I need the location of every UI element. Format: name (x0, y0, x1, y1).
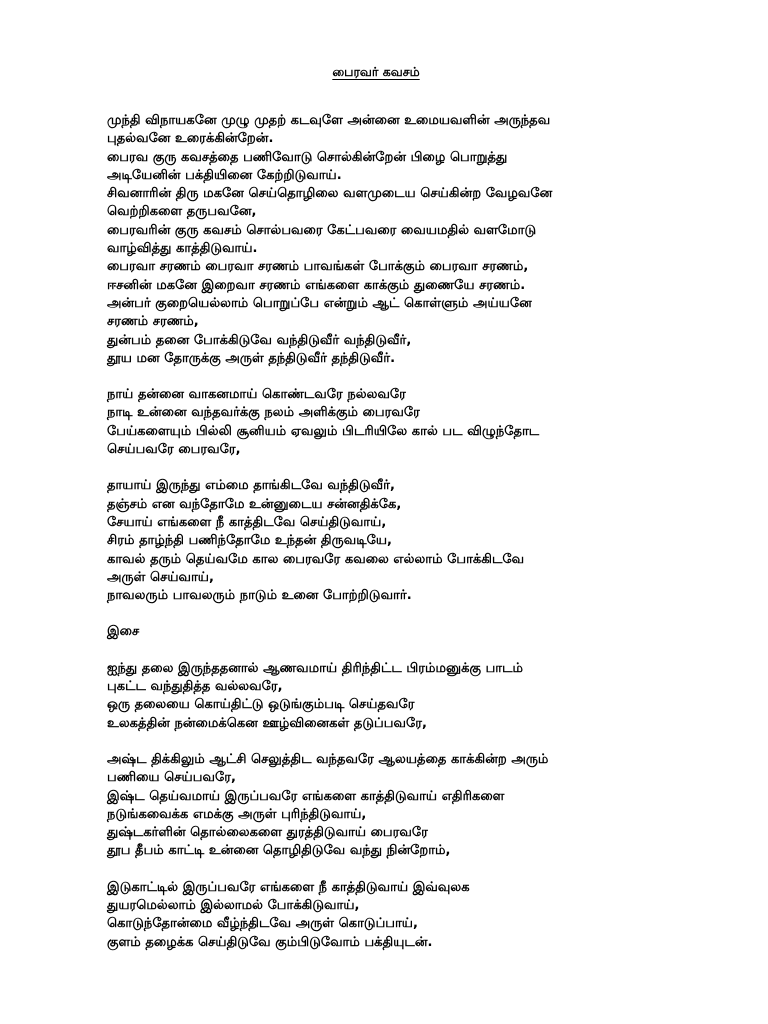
stanza-6 (107, 879, 708, 952)
verse-line: பைரவரின் குரு கவசம் சொல்பவரை கேட்பவரை வையமதில் வளமோடு (107, 222, 537, 238)
verse-line: துன்பம் தனை போக்கிடுவே வந்திடுவீர் வந்திடுவீர், (107, 332, 412, 348)
verse-line: காவல் தரும் தெய்வமே கால பைரவரே கவலை எல்லாம் போக்கிடவே (107, 551, 525, 567)
verse-line: அன்பர் குறையெல்லாம் பொறுப்பே என்றும் ஆட் கொள்ளும் அய்யனே (107, 295, 532, 311)
verse-line: துஷ்டகர்ளின் தொல்லைகளை துரத்திடுவாய் பைரவரே (107, 825, 428, 841)
verse-line: வாழ்வித்து காத்திடுவாய். (107, 241, 258, 257)
verse-line: சிரம் தாழ்ந்தி பணிந்தோமே உந்தன் திருவடியே, (107, 533, 393, 549)
stanza-3 (107, 477, 708, 605)
verse-line: புகட்ட வந்துதித்த வல்லவரே, (107, 679, 283, 695)
verse-line: அஷ்ட திக்கிலும் ஆட்சி செலுத்திட வந்தவரே ஆலயத்தை காக்கின்ற அரும் (107, 751, 549, 767)
stanza-2 (107, 386, 708, 459)
verse-line: வெற்றிகளை தருபவனே, (107, 204, 257, 220)
verse-line: தூய மன தோருக்கு அருள் தந்திடுவீர் தந்திடுவீர். (107, 350, 396, 366)
verse-line: ஐந்து தலை இருந்ததனால் ஆணவமாய் திரிந்திட்ட பிரம்மனுக்கு பாடம் (107, 660, 524, 676)
verse-line: பைரவா சரணம் பைரவா சரணம் பாவங்கள் போக்கும் பைரவா சரணம், (107, 259, 529, 275)
verse-line: புதல்வனே உரைக்கின்றேன். (107, 131, 274, 147)
verse-line: அருள் செய்வாய், (107, 569, 214, 585)
verse-line: நாய் தன்னை வாகனமாய் கொண்டவரே நல்லவரே (107, 387, 406, 403)
verse-line: சேயாய் எங்களை நீ காத்திடவே செய்திடுவாய், (107, 514, 387, 530)
document-title: பைரவர் கவசம் (332, 64, 420, 79)
section-heading: இசை (107, 624, 140, 640)
verse-line: தூப தீபம் காட்டி உன்னை தொழிதிடுவே வந்து நின்றோம், (107, 843, 451, 859)
verse-line: உலகத்தின் நன்மைக்கென ஊழ்வினைகள் தடுப்பவரே, (107, 715, 427, 731)
verse-line: இடுகாட்டில் இருப்பவரே எங்களை நீ காத்திடுவாய் இவ்வுலக (107, 879, 470, 895)
verse-line: சரணம் சரணம், (107, 314, 199, 330)
stanza-5 (107, 751, 708, 861)
verse-line: குளம் தழைக்க செய்திடுவே கும்பிடுவோம் பக்தியுடன். (107, 934, 433, 950)
verse-line: தஞ்சம் என வந்தோமே உன்னுடைய சன்னதிக்கே, (107, 496, 402, 512)
verse-line: ஒரு தலையை கொய்திட்டு ஒடுங்கும்படி செய்தவரே (107, 697, 415, 713)
verse-line: ஈசனின் மகனே இறைவா சரணம் எங்களை காக்கும் துணையே சரணம். (107, 277, 526, 293)
verse-line: அடியேனின் பக்தியினை கேற்றிடுவாய். (107, 167, 342, 183)
verse-line: பேய்களையும் பில்லி சூனியம் ஏவலும் பிடரியிலே கால் பட விழுந்தோட (107, 423, 540, 439)
stanza-1 (107, 112, 708, 368)
verse-line: செய்பவரே பைரவரே, (107, 442, 241, 458)
verse-line: நாவலரும் பாவலரும் நாடும் உனை போற்றிடுவார். (107, 588, 412, 604)
verse-line: பணியை செய்பவரே, (107, 770, 236, 786)
verse-line: நாடி உன்னை வந்தவர்க்கு நலம் அளிக்கும் பைரவரே (107, 405, 420, 421)
verse-line: முந்தி விநாயகனே முழு முதற் கடவுளே அன்னை உமையவளின் அருந்தவ (107, 113, 551, 128)
verse-line: தாயாய் இருந்து எம்மை தாங்கிடவே வந்திடுவீர், (107, 478, 395, 494)
verse-line: இஷ்ட தெய்வமாய் இருப்பவரே எங்களை காத்திடுவாய் எதிரிகளை (107, 788, 505, 804)
verse-line: பைரவ குரு கவசத்தை பணிவோடு சொல்கின்றேன் பிழை பொறுத்து (107, 149, 508, 165)
verse-line: சிவனாரின் திரு மகனே செய்தொழிலை வளமுடைய செய்கின்ற வேழவனே (107, 186, 553, 202)
verse-line: கொடுந்தோன்மை வீழ்ந்திடவே அருள் கொடுப்பாய், (107, 916, 418, 932)
stanza-4 (107, 660, 708, 733)
verse-line: துயரமெல்லாம் இல்லாமல் போக்கிடுவாய், (107, 897, 360, 913)
verse-line: நடுங்கவைக்க எமக்கு அருள் புரிந்திடுவாய், (107, 806, 367, 822)
